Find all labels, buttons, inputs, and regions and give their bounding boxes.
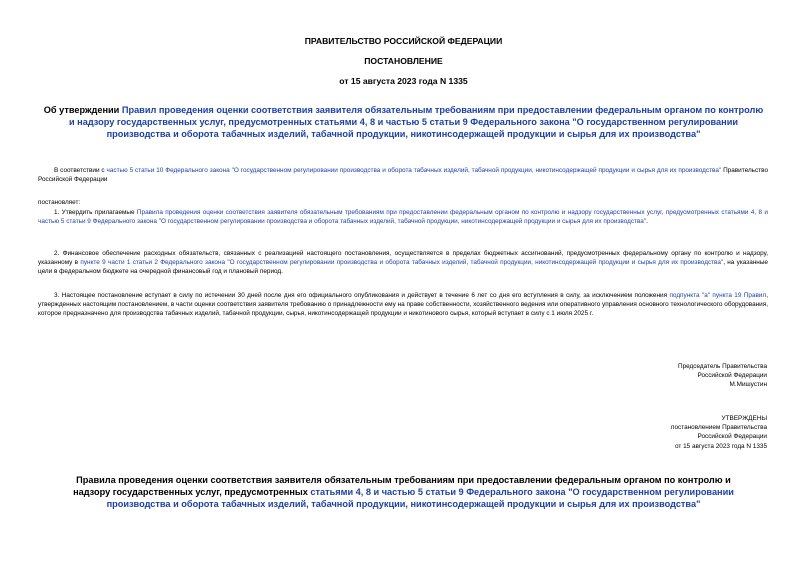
approval-line-3: Российской Федерации <box>697 433 767 441</box>
decree-word: постановляет: <box>38 199 81 206</box>
item-1-text-2: . <box>646 217 648 225</box>
intro-law-link[interactable]: частью 5 статьи 10 Федерального закона "О государственном регулировании производства и оборота табачных изделий, табачной продукции, никотинсодержащей продукции и сырья для их производства" <box>106 167 722 174</box>
item-1-rules-link[interactable]: Правила проведения оценки соответствия заявителя обязательным требованиям при предоставлении федеральным органом по контролю и надзору государственных услуг, предусмотренных статьями 4, 8 и частью 5 статьи 9 Федерального закона "О государственном регулировании производства и оборота табачных изделий, табачной продукции, никотинсодержащей продукции и сырья для их производства" <box>38 209 768 225</box>
approval-block <box>671 414 767 451</box>
item-2-text-2: , на указанные цели в федеральном бюджете на очередной финансовый год и плановый период. <box>38 258 768 275</box>
signature-position: Председатель Правительства <box>678 363 767 370</box>
item-2-text-1: 2. Финансовое обеспечение расходных обязательств, связанных с реализацией настоящего постановления, осуществляется в пределах бюджетных ассигнований, предусмотренных федеральному органу по контролю и надзору, указанному в <box>38 250 768 266</box>
intro-text-1: В соответствии с <box>54 167 107 174</box>
approval-line-2: постановлением Правительства <box>671 424 767 432</box>
title-prefix: Об утверждении <box>43 105 122 115</box>
rules-title-text: Правила проведения оценки соответствия заявителя обязательным требованиям при предоставлении федеральным органом по контролю и надзору государственных услуг, предусмотренных <box>73 475 731 497</box>
rules-title <box>60 474 747 510</box>
approval-line-4: от 15 августа 2023 года N 1335 <box>674 442 767 450</box>
item-3-text-2: , утвержденных настоящим постановлением, в части оценки соответствия заявителя требованию о принадлежности ему на праве собственности, хозяйственного ведения или оперативного управления основного технологического оборудования, которое предназначено для производства табачных изделий, табачной продукции, сырья, никотинсодержащей продукции и никотинового сырья, который вступает в силу с 1 июля 2025 г. <box>38 292 768 317</box>
date-number-heading: от 15 августа 2023 года N 1335 <box>339 76 468 86</box>
government-heading: ПРАВИТЕЛЬСТВО РОССИЙСКОЙ ФЕДЕРАЦИИ <box>304 36 503 46</box>
signature-block <box>678 362 767 390</box>
signature-name: М.Мишустин <box>729 381 767 389</box>
item-2-law-link[interactable]: пункте 9 части 1 статьи 2 Федерального закона "О государственном регулировании производства и оборота табачных изделий, табачной продукции, никотинсодержащей продукции и сырья для их производства" <box>80 258 724 266</box>
item-2-paragraph <box>38 250 768 277</box>
rules-title-link[interactable]: статьями 4, 8 и частью 5 статьи 9 Федерального закона "О государственном регулировании производства и оборота табачных изделий, табачной продукции, никотинсодержащей продукции и сырья для их производства" <box>106 487 734 509</box>
item-3-rules-link[interactable]: подпункта "а" пункта 19 Правил <box>669 292 767 299</box>
document-type-heading: ПОСТАНОВЛЕНИЕ <box>364 56 443 66</box>
intro-text-2: Правительство Российской Федерации <box>38 167 769 183</box>
item-3-paragraph <box>38 292 768 319</box>
intro-paragraph <box>38 167 768 185</box>
item-1-text-1: 1. Утвердить прилагаемые <box>54 209 137 216</box>
title-link[interactable]: Правил проведения оценки соответствия заявителя обязательным требованиям при предоставлении федеральным органом по контролю и надзору государственных услуг, предусмотренных статьями 4, 8 и частью 5 статьи 9 Федерального закона "О государственном регулировании производства и оборота табачных изделий, табачной продукции, никотинсодержащей продукции и сырья для их производства" <box>68 105 764 139</box>
item-1-paragraph <box>38 209 768 227</box>
approval-heading: УТВЕРЖДЕНЫ <box>721 415 767 422</box>
document-title <box>40 104 767 140</box>
item-3-text-1: 3. Настоящее постановление вступает в силу по истечении 30 дней после дня его официального опубликования и действует в течение 6 лет со дня его вступления в силу, за исключением положения <box>54 292 670 299</box>
signature-country: Российской Федерации <box>697 372 767 380</box>
